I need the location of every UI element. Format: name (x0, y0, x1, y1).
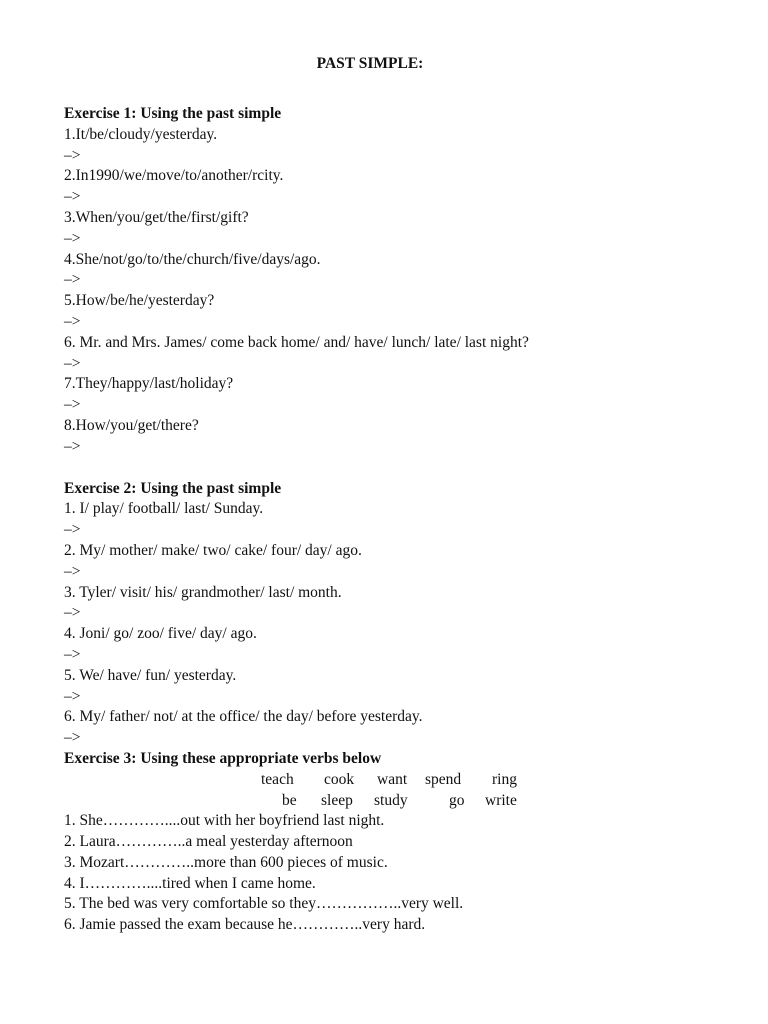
verb-word: teach (261, 770, 294, 788)
answer-arrow: –> (64, 354, 81, 372)
verb-word: go (449, 791, 465, 809)
exercise-2-item: 2. My/ mother/ make/ two/ cake/ four/ day/ ago. (64, 541, 362, 559)
answer-arrow: –> (64, 312, 81, 330)
exercise-1-item: 6. Mr. and Mrs. James/ come back home/ and/ have/ lunch/ late/ last night? (64, 333, 529, 351)
verb-word: be (282, 791, 297, 809)
answer-arrow: –> (64, 229, 81, 247)
answer-arrow: –> (64, 562, 81, 580)
verb-bank-row-2 (64, 791, 744, 812)
exercise-2-heading: Exercise 2: Using the past simple (64, 479, 282, 497)
exercise-3-item: 1. She…………....out with her boyfriend last night. (64, 812, 385, 830)
exercise-2-item: 1. I/ play/ football/ last/ Sunday. (64, 500, 264, 518)
exercise-2-item: 4. Joni/ go/ zoo/ five/ day/ ago. (64, 625, 257, 643)
answer-arrow: –> (64, 645, 81, 663)
exercise-1-item: 3.When/you/get/the/first/gift? (64, 208, 249, 226)
exercise-3-item: 2. Laura…………..a meal yesterday afternoon (64, 833, 353, 851)
exercise-3-item: 4. I…………....tired when I came home. (64, 874, 316, 892)
answer-arrow: –> (64, 188, 81, 206)
answer-arrow: –> (64, 604, 81, 622)
exercise-2-item: 6. My/ father/ not/ at the office/ the day/ before yesterday. (64, 708, 423, 726)
verb-bank-row-1 (64, 770, 744, 791)
exercise-2-item: 3. Tyler/ visit/ his/ grandmother/ last/ month. (64, 583, 342, 601)
verb-word: write (485, 791, 517, 809)
answer-arrow: –> (64, 271, 81, 289)
answer-arrow: –> (64, 687, 81, 705)
section-spacer (64, 458, 744, 479)
answer-arrow: –> (64, 396, 81, 414)
exercise-1-heading: Exercise 1: Using the past simple (64, 105, 282, 122)
page-title: PAST SIMPLE: (316, 55, 424, 72)
answer-arrow: –> (64, 146, 81, 164)
exercise-1-item: 5.How/be/he/yesterday? (64, 292, 215, 310)
exercise-3-heading: Exercise 3: Using these appropriate verbs below (64, 749, 382, 767)
exercise-1-item: 7.They/happy/last/holiday? (64, 375, 234, 393)
verb-word: ring (492, 770, 517, 788)
answer-arrow: –> (64, 437, 81, 455)
exercise-1-item: 8.How/you/get/there? (64, 416, 199, 434)
verb-word: want (377, 770, 408, 788)
exercise-1-item: 4.She/not/go/to/the/church/five/days/ago. (64, 250, 321, 268)
exercise-3-item: 6. Jamie passed the exam because he…………..very hard. (64, 916, 426, 934)
exercise-3-item: 3. Mozart…………..more than 600 pieces of music. (64, 853, 388, 871)
verb-word: spend (425, 770, 462, 788)
exercise-1-item: 2.In1990/we/move/to/another/rcity. (64, 167, 284, 185)
document-content (64, 52, 744, 936)
verb-word: sleep (321, 791, 353, 809)
verb-word: study (374, 791, 408, 809)
answer-arrow: –> (64, 729, 81, 747)
exercise-1-item: 1.It/be/cloudy/yesterday. (64, 125, 218, 143)
exercise-2-item: 5. We/ have/ fun/ yesterday. (64, 666, 237, 684)
exercise-3-item: 5. The bed was very comfortable so they……………..very well. (64, 895, 464, 913)
answer-arrow: –> (64, 521, 81, 539)
verb-word: cook (324, 770, 355, 788)
